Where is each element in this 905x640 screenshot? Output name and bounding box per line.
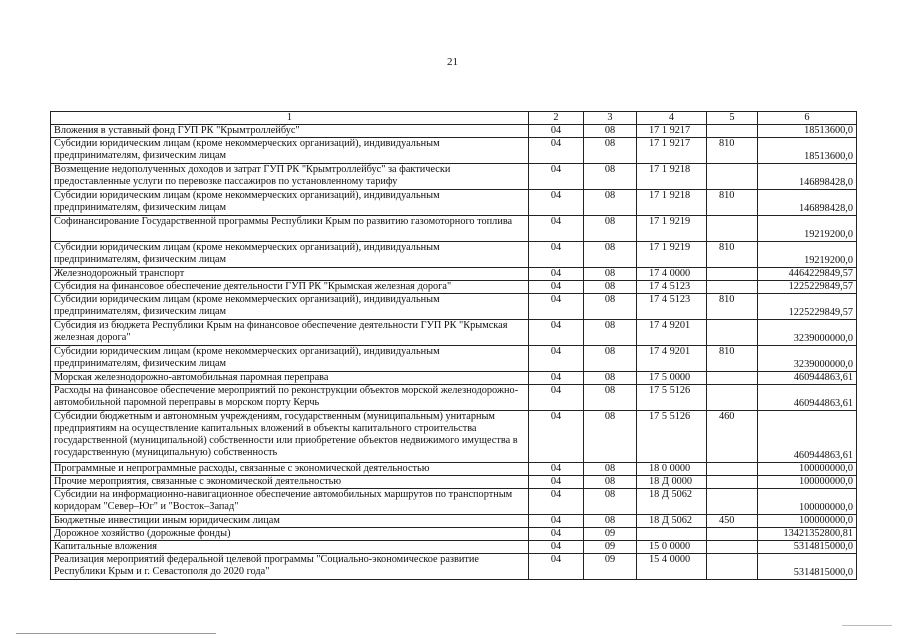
row-name-cell: Вложения в уставный фонд ГУП РК "Крымтроллейбус" — [51, 125, 529, 138]
row-name-cell: Железнодорожный транспорт — [51, 268, 529, 281]
amount-cell: 100000000,0 — [758, 489, 857, 515]
row-name-cell: Морская железнодорожно-автомобильная паромная переправа — [51, 372, 529, 385]
table-row — [51, 294, 857, 320]
section-cell: 04 — [529, 138, 584, 164]
target-article-cell: 15 4 0000 — [637, 554, 707, 580]
expense-type-cell — [707, 268, 758, 281]
section-cell: 04 — [529, 372, 584, 385]
amount-cell: 460944863,61 — [758, 372, 857, 385]
target-article-cell: 17 1 9217 — [637, 138, 707, 164]
row-name-cell: Бюджетные инвестиции иным юридическим лицам — [51, 515, 529, 528]
target-article-cell: 17 1 9218 — [637, 164, 707, 190]
header-cell: 4 — [637, 112, 707, 125]
amount-cell: 5314815000,0 — [758, 541, 857, 554]
expense-type-cell — [707, 125, 758, 138]
target-article-cell: 17 1 9219 — [637, 242, 707, 268]
target-article-cell — [637, 528, 707, 541]
row-name-cell: Капитальные вложения — [51, 541, 529, 554]
section-cell: 04 — [529, 320, 584, 346]
expense-type-cell: 460 — [707, 411, 758, 463]
expense-type-cell — [707, 476, 758, 489]
expense-type-cell — [707, 541, 758, 554]
table-row — [51, 476, 857, 489]
table-row — [51, 242, 857, 268]
subsection-cell: 08 — [584, 320, 637, 346]
amount-cell: 18513600,0 — [758, 138, 857, 164]
row-name-cell: Субсидия на финансовое обеспечение деятельности ГУП РК "Крымская железная дорога" — [51, 281, 529, 294]
row-name-cell: Субсидии на информационно-навигационное обеспечение автомобильных маршрутов по транспортным коридорам "Север–Юг" и "Восток–Запад" — [51, 489, 529, 515]
table-row — [51, 138, 857, 164]
section-cell: 04 — [529, 476, 584, 489]
subsection-cell: 08 — [584, 489, 637, 515]
row-name-cell: Субсидии юридическим лицам (кроме некоммерческих организаций), индивидуальным предпринимателям, физическим лицам — [51, 190, 529, 216]
expense-type-cell: 810 — [707, 346, 758, 372]
amount-cell: 4464229849,57 — [758, 268, 857, 281]
target-article-cell: 18 0 0000 — [637, 463, 707, 476]
table-row — [51, 528, 857, 541]
subsection-cell: 08 — [584, 463, 637, 476]
expense-type-cell — [707, 528, 758, 541]
amount-cell: 1225229849,57 — [758, 294, 857, 320]
subsection-cell: 08 — [584, 216, 637, 242]
section-cell: 04 — [529, 190, 584, 216]
target-article-cell: 18 Д 5062 — [637, 515, 707, 528]
table-row — [51, 554, 857, 580]
amount-cell: 3239000000,0 — [758, 320, 857, 346]
section-cell: 04 — [529, 411, 584, 463]
amount-cell: 460944863,61 — [758, 385, 857, 411]
amount-cell: 19219200,0 — [758, 242, 857, 268]
subsection-cell: 09 — [584, 528, 637, 541]
table-row — [51, 164, 857, 190]
row-name-cell: Субсидия из бюджета Республики Крым на финансовое обеспечение деятельности ГУП РК "Крымская железная дорога" — [51, 320, 529, 346]
header-cell: 3 — [584, 112, 637, 125]
table-row — [51, 541, 857, 554]
target-article-cell: 17 4 9201 — [637, 346, 707, 372]
expense-type-cell: 810 — [707, 190, 758, 216]
subsection-cell: 08 — [584, 138, 637, 164]
target-article-cell: 17 5 5126 — [637, 411, 707, 463]
row-name-cell: Софинансирование Государственной программы Республики Крым по развитию газомоторного топлива — [51, 216, 529, 242]
subsection-cell: 08 — [584, 476, 637, 489]
table-row — [51, 346, 857, 372]
expense-type-cell: 450 — [707, 515, 758, 528]
amount-cell: 146898428,0 — [758, 164, 857, 190]
subsection-cell: 09 — [584, 554, 637, 580]
table-row — [51, 515, 857, 528]
table-row — [51, 320, 857, 346]
section-cell: 04 — [529, 554, 584, 580]
target-article-cell: 17 1 9219 — [637, 216, 707, 242]
table-row — [51, 463, 857, 476]
section-cell: 04 — [529, 385, 584, 411]
header-cell: 2 — [529, 112, 584, 125]
subsection-cell: 08 — [584, 164, 637, 190]
target-article-cell: 17 5 5126 — [637, 385, 707, 411]
subsection-cell: 08 — [584, 281, 637, 294]
table-header-row — [51, 112, 857, 125]
table-row — [51, 411, 857, 463]
section-cell: 04 — [529, 125, 584, 138]
expense-type-cell — [707, 164, 758, 190]
table-row — [51, 125, 857, 138]
amount-cell: 18513600,0 — [758, 125, 857, 138]
subsection-cell: 08 — [584, 385, 637, 411]
expense-type-cell — [707, 489, 758, 515]
row-name-cell: Возмещение недополученных доходов и затрат ГУП РК "Крымтроллейбус" за фактически предоставленные услуги по перевозке пассажиров по установленному тарифу — [51, 164, 529, 190]
subsection-cell: 08 — [584, 515, 637, 528]
target-article-cell: 17 4 9201 — [637, 320, 707, 346]
row-name-cell: Субсидии бюджетным и автономным учреждениям, государственным (муниципальным) унитарным предприятиям на осуществление капитальных вложений в объекты капитального строительства государственной (муниципальной) собственности или приобретение объектов недвижимого имущества в государственную (муниципальную) собственность — [51, 411, 529, 463]
section-cell: 04 — [529, 216, 584, 242]
subsection-cell: 08 — [584, 125, 637, 138]
section-cell: 04 — [529, 268, 584, 281]
row-name-cell: Субсидии юридическим лицам (кроме некоммерческих организаций), индивидуальным предпринимателям, физическим лицам — [51, 294, 529, 320]
row-name-cell: Субсидии юридическим лицам (кроме некоммерческих организаций), индивидуальным предпринимателям, физическим лицам — [51, 138, 529, 164]
subsection-cell: 08 — [584, 372, 637, 385]
subsection-cell: 08 — [584, 242, 637, 268]
target-article-cell: 17 4 5123 — [637, 294, 707, 320]
section-cell: 04 — [529, 528, 584, 541]
margin-rule — [842, 625, 892, 626]
target-article-cell: 18 Д 5062 — [637, 489, 707, 515]
subsection-cell: 08 — [584, 346, 637, 372]
header-cell: 6 — [758, 112, 857, 125]
amount-cell: 19219200,0 — [758, 216, 857, 242]
expense-type-cell — [707, 216, 758, 242]
table-row — [51, 190, 857, 216]
budget-table — [50, 111, 857, 580]
header-cell: 1 — [51, 112, 529, 125]
page-number: 21 — [447, 56, 458, 68]
row-name-cell: Прочие мероприятия, связанные с экономической деятельностью — [51, 476, 529, 489]
row-name-cell: Субсидии юридическим лицам (кроме некоммерческих организаций), индивидуальным предпринимателям, физическим лицам — [51, 242, 529, 268]
expense-type-cell — [707, 372, 758, 385]
row-name-cell: Расходы на финансовое обеспечение мероприятий по реконструкции объектов морской железнодорожно-автомобильной паромной переправы в морском порту Керчь — [51, 385, 529, 411]
target-article-cell: 17 4 5123 — [637, 281, 707, 294]
amount-cell: 100000000,0 — [758, 476, 857, 489]
table-row — [51, 216, 857, 242]
expense-type-cell — [707, 385, 758, 411]
table-row — [51, 489, 857, 515]
section-cell: 04 — [529, 541, 584, 554]
target-article-cell: 17 4 0000 — [637, 268, 707, 281]
subsection-cell: 09 — [584, 541, 637, 554]
section-cell: 04 — [529, 242, 584, 268]
row-name-cell: Программные и непрограммные расходы, связанные с экономической деятельностью — [51, 463, 529, 476]
section-cell: 04 — [529, 346, 584, 372]
target-article-cell: 17 5 0000 — [637, 372, 707, 385]
expense-type-cell — [707, 463, 758, 476]
target-article-cell: 18 Д 0000 — [637, 476, 707, 489]
section-cell: 04 — [529, 463, 584, 476]
amount-cell: 146898428,0 — [758, 190, 857, 216]
amount-cell: 460944863,61 — [758, 411, 857, 463]
expense-type-cell: 810 — [707, 294, 758, 320]
expense-type-cell — [707, 320, 758, 346]
subsection-cell: 08 — [584, 411, 637, 463]
table-row — [51, 281, 857, 294]
row-name-cell: Субсидии юридическим лицам (кроме некоммерческих организаций), индивидуальным предпринимателям, физическим лицам — [51, 346, 529, 372]
amount-cell: 3239000000,0 — [758, 346, 857, 372]
section-cell: 04 — [529, 294, 584, 320]
subsection-cell: 08 — [584, 190, 637, 216]
header-cell: 5 — [707, 112, 758, 125]
subsection-cell: 08 — [584, 294, 637, 320]
amount-cell: 13421352800,81 — [758, 528, 857, 541]
amount-cell: 5314815000,0 — [758, 554, 857, 580]
expense-type-cell — [707, 281, 758, 294]
amount-cell: 1225229849,57 — [758, 281, 857, 294]
table-row — [51, 385, 857, 411]
row-name-cell: Реализация мероприятий федеральной целевой программы "Социально-экономическое развитие Республики Крым и г. Севастополя до 2020 года" — [51, 554, 529, 580]
amount-cell: 100000000,0 — [758, 463, 857, 476]
section-cell: 04 — [529, 164, 584, 190]
section-cell: 04 — [529, 515, 584, 528]
table-row — [51, 268, 857, 281]
amount-cell: 100000000,0 — [758, 515, 857, 528]
expense-type-cell: 810 — [707, 242, 758, 268]
table-row — [51, 372, 857, 385]
target-article-cell: 17 1 9217 — [637, 125, 707, 138]
subsection-cell: 08 — [584, 268, 637, 281]
row-name-cell: Дорожное хозяйство (дорожные фонды) — [51, 528, 529, 541]
section-cell: 04 — [529, 489, 584, 515]
target-article-cell: 17 1 9218 — [637, 190, 707, 216]
target-article-cell: 15 0 0000 — [637, 541, 707, 554]
expense-type-cell — [707, 554, 758, 580]
section-cell: 04 — [529, 281, 584, 294]
footnote-rule — [16, 633, 216, 634]
expense-type-cell: 810 — [707, 138, 758, 164]
